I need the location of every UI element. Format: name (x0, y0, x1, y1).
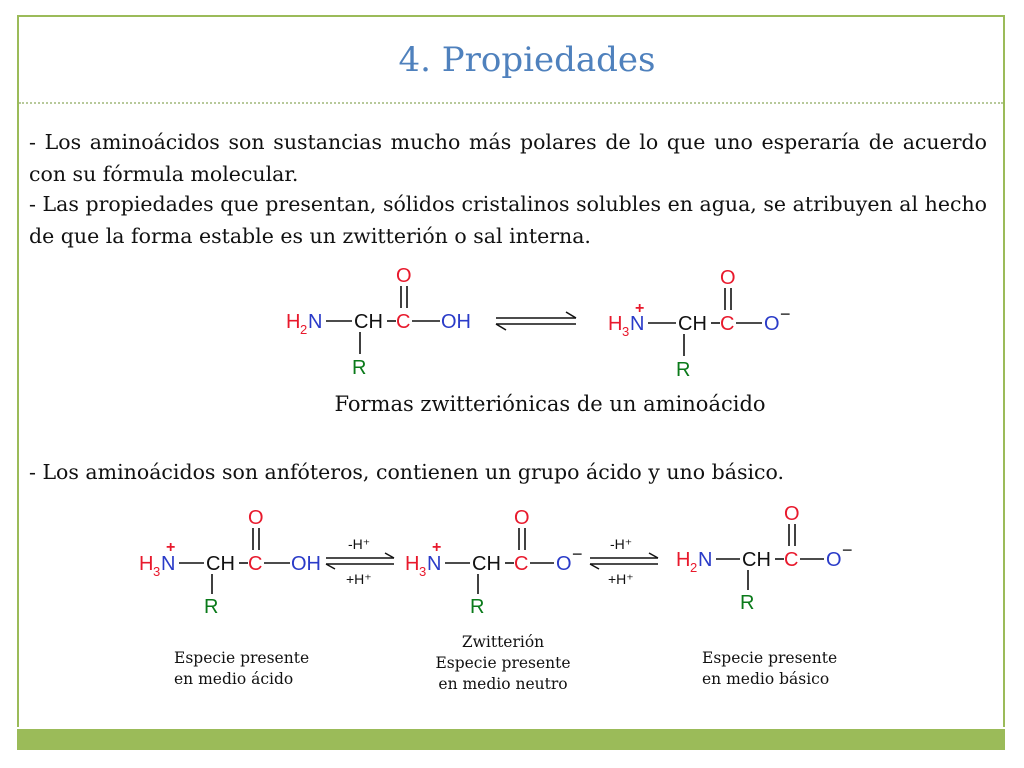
label-line: Zwitterión (461, 633, 545, 651)
atom-H: H (139, 553, 154, 575)
slide-frame-top (17, 15, 1005, 17)
label-line: Especie presente (174, 649, 310, 667)
label-line: en medio ácido (174, 670, 294, 688)
atom-OH: OH (441, 311, 471, 333)
gain-proton-label: +H⁺ (608, 571, 634, 587)
acid-base-equilibrium-diagram (130, 500, 870, 620)
paragraph-zwitterion: - Las propiedades que presentan, sólidos cristalinos solubles en agua, se atribuyen al hecho de que la forma estable es un zwitterión o sal interna. (29, 192, 987, 248)
atom-O: O (514, 507, 530, 529)
atom-H: H (286, 311, 301, 333)
subscript-3: 3 (419, 564, 427, 579)
atom-N: N (308, 311, 323, 333)
subscript-3: 3 (153, 564, 161, 579)
equilibrium-arrows (496, 312, 576, 330)
atom-N: N (427, 553, 442, 575)
zwitterion-equilibrium-diagram (250, 258, 830, 388)
atom-N: N (630, 313, 645, 335)
neutral-zwitterion-form (405, 507, 583, 618)
basic-form (676, 503, 853, 614)
atom-H: H (405, 553, 420, 575)
atom-O: O (784, 503, 800, 525)
atom-H: H (676, 549, 691, 571)
gain-proton-label: +H⁺ (346, 571, 372, 587)
title-divider (19, 102, 1003, 104)
minus-charge: − (572, 544, 583, 564)
minus-charge: − (842, 540, 853, 560)
atom-C: C (514, 553, 529, 575)
paragraph-polarity: - Los aminoácidos son sustancias mucho más polares de lo que uno esperaría de acuerdo con su fórmula molecular. (29, 130, 987, 186)
atom-CH: CH (742, 549, 771, 571)
subscript-2: 2 (690, 560, 698, 575)
atom-R: R (470, 596, 485, 618)
zwitterion-form (608, 267, 791, 381)
slide-title: 4. Propiedades (398, 40, 656, 80)
plus-charge: + (635, 300, 645, 317)
atom-CH: CH (354, 311, 383, 333)
atom-CH: CH (206, 553, 235, 575)
equilibrium-arrows-1 (326, 536, 394, 587)
atom-R: R (352, 357, 367, 379)
atom-O-minus: O (556, 553, 572, 575)
atom-O: O (396, 265, 412, 287)
atom-R: R (204, 596, 219, 618)
atom-O: O (248, 507, 264, 529)
label-neutral-species (418, 632, 588, 695)
label-line: Especie presente (435, 654, 571, 672)
atom-C: C (784, 549, 799, 571)
label-line: en medio básico (702, 670, 830, 688)
subscript-3: 3 (622, 324, 630, 339)
atom-O: O (720, 267, 736, 289)
label-line: en medio neutro (438, 675, 568, 693)
acidic-form (139, 507, 321, 618)
diagram-caption: Formas zwitteriónicas de un aminoácido (334, 392, 766, 416)
atom-C: C (396, 311, 411, 333)
atom-N: N (161, 553, 176, 575)
atom-C: C (720, 313, 735, 335)
label-basic-species (702, 648, 837, 690)
loss-proton-label: -H⁺ (610, 536, 633, 552)
neutral-amino-acid (286, 265, 471, 379)
plus-charge: + (166, 539, 176, 556)
atom-OH: OH (291, 553, 321, 575)
slide-footer-bar (17, 729, 1005, 750)
atom-O-minus: O (826, 549, 842, 571)
subscript-2: 2 (300, 322, 308, 337)
label-acidic-species (174, 648, 309, 690)
atom-R: R (676, 359, 691, 381)
atom-R: R (740, 592, 755, 614)
atom-CH: CH (472, 553, 501, 575)
slide-frame-right (1003, 15, 1005, 727)
slide-frame-left (17, 15, 19, 727)
atom-CH: CH (678, 313, 707, 335)
atom-O-minus: O (764, 313, 780, 335)
minus-charge: − (780, 304, 791, 324)
loss-proton-label: -H⁺ (348, 536, 371, 552)
paragraph-amphoteric: - Los aminoácidos son anfóteros, contienen un grupo ácido y uno básico. (29, 460, 784, 484)
label-line: Especie presente (702, 649, 838, 667)
atom-H: H (608, 313, 623, 335)
plus-charge: + (432, 539, 442, 556)
atom-N: N (698, 549, 713, 571)
atom-C: C (248, 553, 263, 575)
equilibrium-arrows-2 (590, 536, 658, 587)
